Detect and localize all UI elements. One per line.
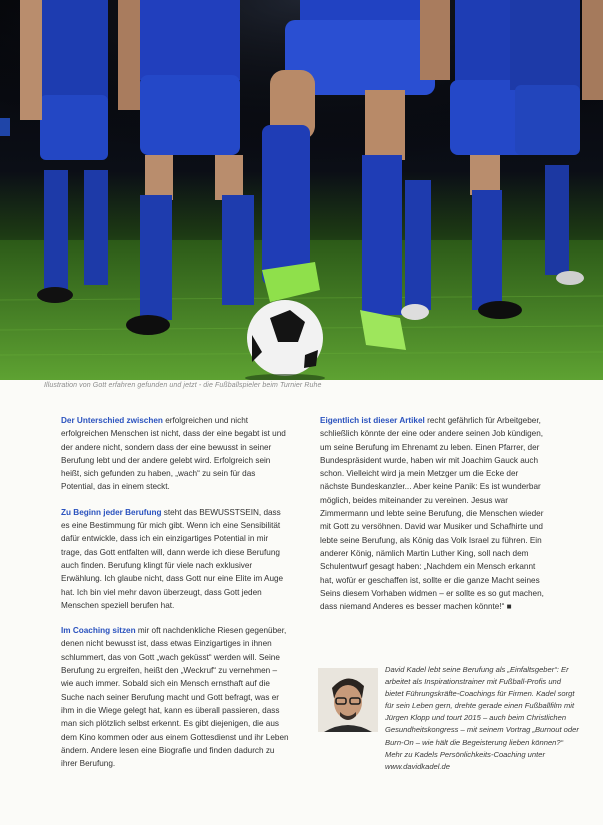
paragraph-lead: Im Coaching sitzen [61,626,136,636]
author-portrait [318,668,378,732]
paragraph [320,414,548,613]
photo-caption: Illustration von Gott erfahren gefunden und jetzt - die Fußballspieler beim Turnier Ruhe [44,382,322,389]
paragraph-text: steht das BEWUSSTSEIN, dass es eine Bestimmung für mich gibt. Wenn ich eine Sensibilität dafür entwickle, dass ich ein einzigartiges Potential in mir trage, das Gott entfalten will, dann werde ich diese Berufung auch finden. Berufung klingt für viele nach exklusiver Erwählung. Ich glaube nicht, dass Gott nur eine Elite im Auge hat. Ich bin viel mehr davon überzeugt, dass Gott jeden Menschen speziell berufen hat. [61,507,284,610]
paragraph-text: erfolgreichen und nicht erfolgreichen Menschen ist nicht, dass der eine begabt ist und der andere nicht, sondern dass der eine bewusst in seiner Berufung lebt und der andere gelebt wird. Erfolgreich sein heißt, sich gefunden zu haben, „wach“ zu sein für das Potential, das in einem steckt. [61,416,286,492]
author-photo [318,668,378,732]
football-players-photo [0,0,603,380]
paragraph-lead: Eigentlich ist dieser Artikel [320,416,425,425]
paragraph-text: recht gefährlich für Arbeitgeber, schließlich könnte der eine oder andere seinen Job kündigen, um seine Berufung im Ehrenamt zu leben. Einen Pfarrer, der Bundespräsident wurde, haben wir mit Joachim Gauck auch schon. Vielleicht wird ja mein Metzger um die Ecke der nächste Bundeskanzler... Aber keine Panik: Es ist wunderbar möglich, beides miteinander zu vereinen. Jesus war Zimmermann und lebte seine Berufung, die Menschen wieder mit Gott zu versöhnen. David war Musiker und Schafhirte und lebte seine Berufung, als König das Volk Israel zu führen. Ein anderer König, nämlich Martin Luther King, soll nach dem Schulentwurf gesagt haben: „Nachdem ein Mensch erkannt hat, wofür er geschaffen ist, sollte er die ganze Macht seines Seins diesem Vorhaben widmen – er sollte es so gut machen, dass niemand Anderes es besser machen könnte!“ ■ [320,416,544,612]
article-column-right [320,414,548,625]
paragraph [61,506,291,612]
author-bio: David Kadel lebt seine Berufung als „Einfaltsgeber“: Er arbeitet als Inspirationstrainer mit Fußball-Profis und bietet Führungskräfte-Coachings für Firmen. Kadel sorgt für sein Leben gern, drehte gerade einen Fußballfilm mit Jürgen Klopp und tourt 2015 – auch beim Christlichen Gesundheitskongress – mit seinem Vortrag „Burnout oder Burn-On – wie hält die Begeisterung lieben können?“ Mehr zu Kadels Persönlichkeits-Coaching unter www.davidkadel.de [385,665,579,771]
football-players-illustration [0,0,603,380]
paragraph-lead: Zu Beginn jeder Berufung [61,507,162,517]
paragraph [61,624,291,770]
section-marker [0,118,10,136]
paragraph [61,414,291,494]
paragraph-text: mir oft nachdenkliche Riesen gegenüber, denen nicht bewusst ist, dass etwas Einzigartiges in ihnen schlummert, das von Gott „wach geküsst“ werden will. Seine Berufung zu ergreifen, heißt den „Weckruf“ zu vernehmen – wie auch immer. Sobald sich ein Mensch ernsthaft auf die Suche nach seiner Berufung macht und Gott befragt, was er ihm in die Wiege gelegt hat, kann es überall passieren, dass man sich plötzlich selbst erkennt. Es gibt diejenigen, die aus dem Kino kommen oder aus einem Gottesdienst und ihr Leben ändern. Andere lesen eine Biografie und finden dadurch zu ihrer Berufung. [61,626,289,769]
article-column-left [61,414,291,782]
paragraph-lead: Der Unterschied zwischen [61,416,163,425]
